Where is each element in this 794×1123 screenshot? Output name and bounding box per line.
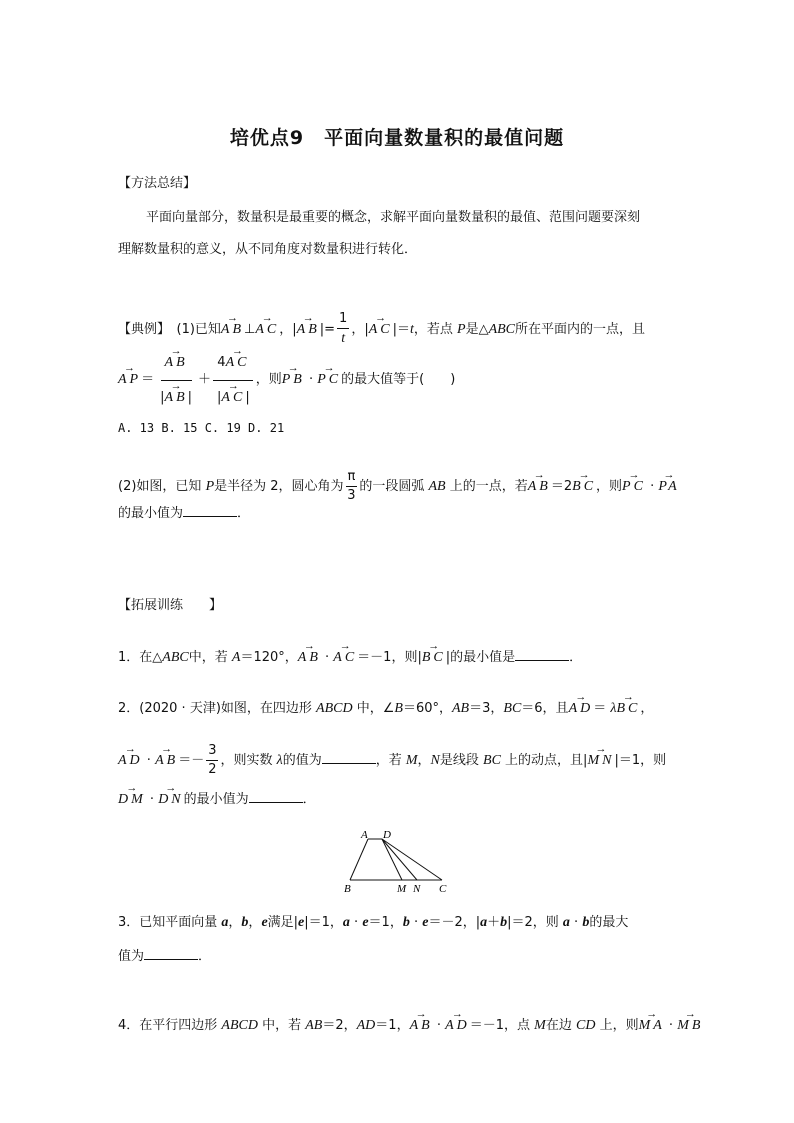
math-variable: A [231,650,241,665]
label-n: N [413,883,421,895]
text-run: |= [319,321,336,337]
text-run: 4 [217,355,226,370]
math-variable: P [457,321,466,337]
fraction [156,350,196,409]
text-run: · [645,479,659,495]
vector: → PC [622,477,646,497]
fraction-denominator [347,487,355,505]
text-run: ，若 [375,753,406,769]
text-run: 的最小值为 [118,506,184,521]
example-1-line-2 [118,350,455,409]
bold-vector: b [402,915,410,930]
label-m: M [397,883,407,895]
vector: → AB [410,1016,433,1036]
text-run: 的最小值为 [183,792,249,807]
text-run: ＝6，且 [521,701,569,716]
vector: → AB [297,320,320,340]
math-variable: ABC [488,321,516,337]
text-run: 3．已知平面向量 [118,915,222,930]
text-run: π [347,469,356,484]
fraction-denominator [341,329,345,349]
text-run: 2．(2020 · 天津)如图，在四边形 [118,701,317,716]
q4 [118,1016,703,1036]
math-variable: ABCD [316,701,353,716]
text-run: ＝1， [368,915,403,930]
text-run: ＝2， [322,1018,357,1033]
q2-line-1 [118,699,653,719]
text-run: ． [569,650,583,665]
text-run: 满足| [267,915,299,930]
text-run: |＝1，则 [614,753,667,769]
text-run: ． [198,949,212,964]
text-run: 中，若 [257,1018,306,1033]
text-run: 值为 [118,949,145,964]
example-2-line-2 [118,502,250,524]
text-run: 所在平面内的一点，且 [515,321,646,337]
fraction [346,468,358,505]
vector: → MA [639,1016,665,1036]
text-run: ＝－1，点 [469,1018,535,1033]
text-run: ． [302,792,316,807]
text-run: 【典例】 (1)已知 [118,321,221,337]
vector: → AC [226,352,250,374]
math-variable: t [341,331,346,347]
text-run: · [304,372,318,387]
vector: → AC [333,648,357,668]
example-1-line-1 [118,310,645,349]
text-run: 平面向量部分，数量积是最重要的概念，求解平面向量数量积的最值、范围问题要深刻 [146,210,641,225]
text-run: ，若点 [413,321,458,337]
method-heading [118,174,196,194]
math-variable: CD [575,1018,596,1033]
fraction [213,350,254,409]
label-c: C [439,883,447,895]
text-run: 2 [208,762,217,778]
text-run: · [145,792,159,807]
text-run: |＝ [392,321,410,337]
fraction-numerator [337,310,349,329]
bold-vector: e [261,915,268,930]
text-run: 上，则 [595,1018,639,1033]
text-run: ，则实数 [220,753,277,769]
math-variable: AB [428,479,446,495]
text-run: 在边 [545,1018,576,1033]
text-run: ， [248,915,262,930]
text-run: ＝ [593,701,611,716]
practice-heading [118,596,222,616]
bold-vector: e [298,915,305,930]
fraction-denominator [208,761,216,779]
bold-vector: e [362,915,369,930]
text-run: ． [237,506,251,521]
options-text: A. 13 B. 15 C. 19 D. 21 [118,421,285,435]
label-b: B [344,883,351,895]
text-run: ，| [279,321,297,337]
text-run: 的一段圆弧 [359,479,429,495]
text-run: ＝ [141,372,155,387]
fraction-denominator [156,381,196,409]
text-run: (2)如图，已知 [118,479,206,495]
text-run: ＝1， [375,1018,410,1033]
q1 [118,646,582,668]
text-run: ，| [351,321,369,337]
text-run: 的最大 [589,915,629,930]
method-text-1 [146,208,640,228]
text-run: | [187,390,193,405]
vector: → MB [677,1016,703,1036]
text-run: ， [228,915,242,930]
text-run: · [349,915,363,930]
text-run: 1．在△ [118,650,163,665]
vector: → AB [155,751,178,771]
text-run: ＝－1，则| [357,650,422,665]
vector: → AP [118,370,141,390]
text-run: ＝－2，| [428,915,481,930]
text-run: ＋ [487,915,501,930]
vector: → PB [282,370,305,390]
q3-line-2 [118,945,211,967]
text-run: ＝3， [469,701,504,716]
math-variable: λ [276,753,283,769]
segment-ab [350,839,368,880]
vector: → DM [118,790,146,810]
text-run: ⊥ [244,321,256,337]
vector: → AB [298,648,321,668]
vector: → BC [572,477,596,497]
bold-vector: a [342,915,350,930]
vector: → AD [569,699,594,719]
text-run: ， [417,753,431,769]
text-run: 理解数量积的意义，从不同角度对数量积进行转化． [118,242,418,257]
vector: → MN [587,751,614,771]
text-run: 3 [347,488,356,504]
math-variable: t [409,321,414,337]
fraction-numerator [346,468,358,487]
text-run: |＝1， [304,915,343,930]
example-1-options [118,418,284,439]
fraction [206,742,218,779]
vector: → BC [422,648,446,668]
math-variable: M [534,1018,546,1033]
text-run: · [569,915,583,930]
bold-vector: b [241,915,249,930]
fraction-numerator [206,742,218,761]
label-a: A [361,829,368,841]
vector: → AD [118,751,143,771]
example-2-line-1 [118,468,680,505]
text-run: 【方法总结】 [118,176,197,191]
text-run: 是△ [465,321,489,337]
vector: → AB [165,387,188,409]
answer-blank [249,788,303,803]
fraction [337,310,349,349]
q2-line-2 [118,742,666,779]
text-run: 中，若 [188,650,232,665]
text-run: | [245,390,250,405]
math-variable: M [405,753,418,769]
math-variable: AB [305,1018,323,1033]
math-variable: BC [483,753,501,769]
text-run: ＋ [198,372,212,387]
text-run: 的值为 [282,753,322,769]
text-run: 3 [208,743,217,758]
vector: → PA [658,477,679,497]
vector: → BC [616,699,640,719]
bold-vector: b [500,915,508,930]
bold-vector: a [480,915,488,930]
bold-vector: b [582,915,590,930]
text-run: 4．在平行四边形 [118,1018,222,1033]
text-run: ，则 [255,372,282,387]
text-run: · [320,650,334,665]
text-run: | [160,390,165,405]
vector: → AC [369,320,393,340]
bold-vector: a [221,915,229,930]
method-text-2 [118,240,417,260]
text-run: |＝2，则 [507,915,563,930]
math-variable: AB [452,701,470,716]
vector: → DN [158,790,183,810]
fraction-denominator [213,381,254,409]
math-variable: BC [503,701,522,716]
vector: → AD [445,1016,470,1036]
text-run: · [664,1018,678,1033]
text-run: 【拓展训练 】 [118,598,223,613]
text-run: ＝60°， [402,701,452,716]
answer-blank [322,749,376,764]
math-variable: AD [356,1018,376,1033]
text-run: · [142,753,156,769]
text-run: ＝2 [550,479,573,495]
page-title: 培优点9 平面向量数量积的最值问题 [229,127,565,149]
answer-blank [144,945,198,960]
vector: → AC [221,387,245,409]
bold-vector: e [422,915,429,930]
vector: → AB [221,320,244,340]
q2-line-3 [118,788,316,810]
answer-blank [183,502,237,517]
text-run: ， [640,701,654,716]
bold-vector: a [562,915,570,930]
text-run: ＝120°， [240,650,298,665]
vector: → AB [165,352,188,374]
answer-blank [515,646,569,661]
math-variable: B [394,701,403,716]
math-variable: N [430,753,440,769]
label-d: D [383,829,391,841]
math-variable: P [205,479,215,495]
vector: → PC [317,370,341,390]
math-variable: ABC [162,650,189,665]
text-run: ＝－ [178,753,205,769]
text-run: · [432,1018,446,1033]
math-variable: ABCD [221,1018,258,1033]
vector: → AB [528,477,551,497]
text-run: · [409,915,423,930]
text-run: 1 [339,311,348,326]
trapezoid-figure [330,826,460,896]
text-run: ，则 [596,479,623,495]
text-run: | [217,390,222,405]
text-run: 是半径为 2，圆心角为 [214,479,344,495]
text-run: 上的动点，且| [500,753,588,769]
math-variable: λ [610,701,617,716]
text-run: 是线段 [439,753,484,769]
text-run: 上的一点，若 [445,479,528,495]
text-run: |的最小值是 [445,650,516,665]
text-run: 中，∠ [352,701,395,716]
text-run: 的最大值等于( ) [341,372,456,387]
vector: → AC [255,320,279,340]
q3-line-1 [118,913,628,933]
